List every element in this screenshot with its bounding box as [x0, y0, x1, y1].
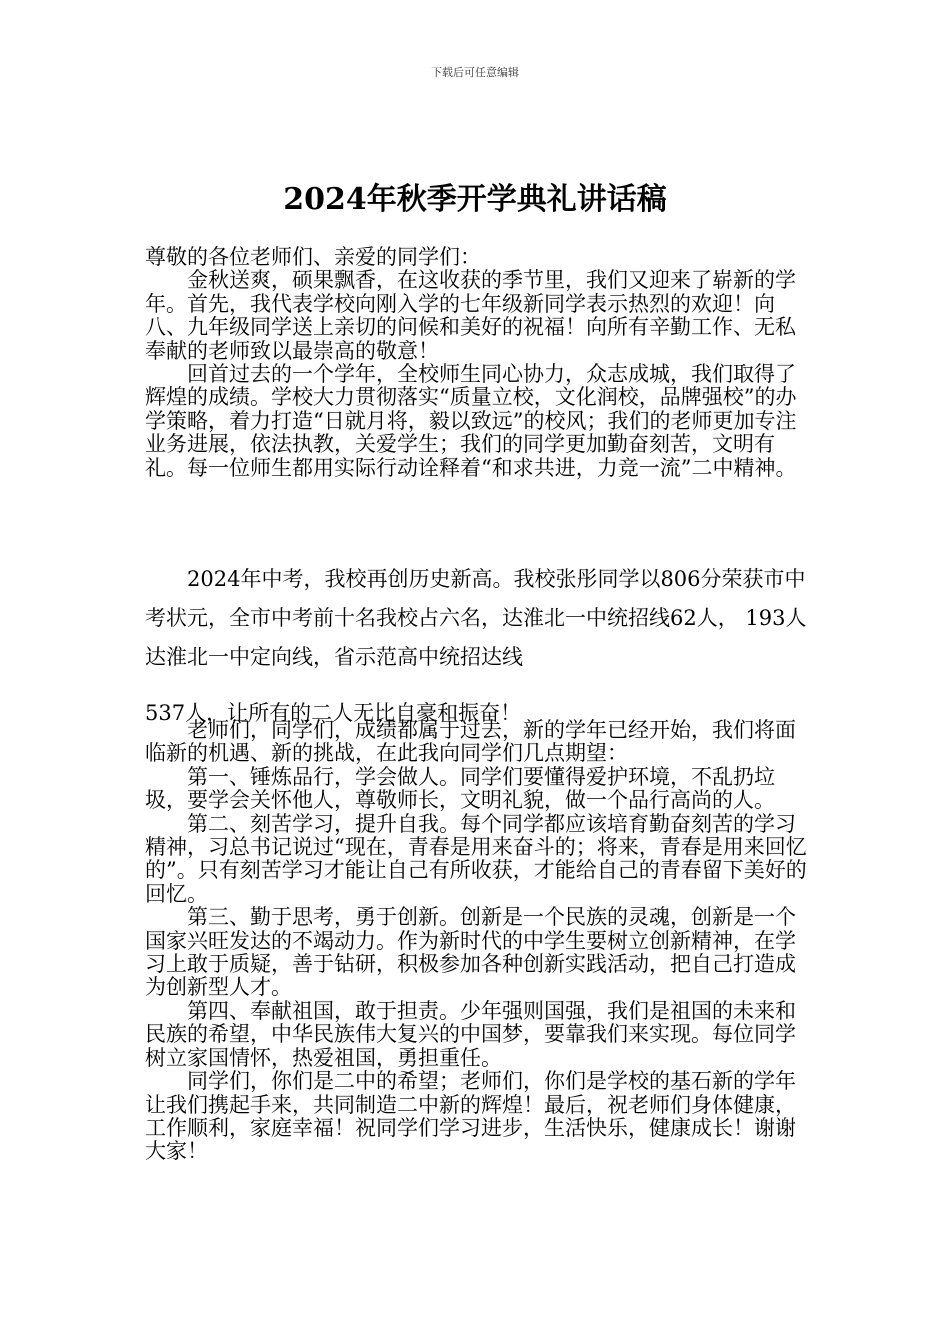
- paragraph-second-expectation: 第二、刻苦学习，提升自我。每个同学都应该培育勤奋刻苦的学习精神，习总书记说过“现在，青春是用来奋斗的；将来，青春是用来回忆的”。只有刻苦学习才能让自己有所收获，才能给自己的青春留下美好的回忆。: [145, 811, 807, 906]
- paragraph-exam-results-last-line: 537人，让所有的二人无比自豪和振奋！: [145, 701, 522, 725]
- paragraph-exam-results: 2024年中考，我校再创历史新高。我校张彤同学以806分荣获市中考状元，全市中考前十名我校占六名，达淮北一中统招线62人， 193人达淮北一中定向线，省示范高中统招达线: [145, 567, 807, 669]
- speech-opening-section: [145, 246, 815, 480]
- paragraph-third-expectation: 第三、勤于思考，勇于创新。创新是一个民族的灵魂，创新是一个国家兴旺发达的不竭动力。作为新时代的中学生要树立创新精神，在学习上敢于质疑，善于钻研，积极参加各种创新实践活动，把自己打造成为创新型人才。: [145, 905, 796, 1000]
- paragraph-closing: 同学们，你们是二中的希望；老师们，你们是学校的基石新的学年让我们携起手来，共同制造二中新的辉煌！最后，祝老师们身体健康，工作顺利，家庭幸福！祝同学们学习进步，生活快乐，健康成长！谢谢大家！: [145, 1069, 796, 1164]
- speech-expectations-section: [145, 719, 815, 1164]
- document-title: 2024年秋季开学典礼讲话稿: [283, 182, 667, 217]
- paragraph-welcome: 金秋送爽，硕果飘香，在这收获的季节里，我们又迎来了崭新的学年。首先，我代表学校向刚入学的七年级新同学表示热烈的欢迎！向八、九年级同学送上亲切的问候和美好的祝福！向所有辛勤工作、无私奉献的老师致以最崇高的敬意！: [145, 268, 796, 363]
- page-header-note: 下载后可任意编辑: [431, 66, 519, 79]
- paragraph-first-expectation: 第一、锤炼品行，学会做人。同学们要懂得爱护环境，不乱扔垃圾，要学会关怀他人，尊敬师长，文明礼貌，做一个品行高尚的人。: [145, 764, 775, 813]
- paragraph-review: 回首过去的一个学年，全校师生同心协力，众志成城，我们取得了辉煌的成绩。学校大力贯彻落实“质量立校，文化润校，品牌强校”的办学策略，着力打造“日就月将，毅以致远”的校风；我们的老师更加专注业务进展，依法执教，关爱学生；我们的同学更加勤奋刻苦，文明有礼。每一位师生都用实际行动诠释着“和求共进，力竞一流”二中精神。: [145, 362, 797, 480]
- paragraph-fourth-expectation: 第四、奉献祖国，敢于担责。少年强则国强，我们是祖国的未来和民族的希望，中华民族伟大复兴的中国梦，要靠我们来实现。每位同学树立家国情怀，热爱祖国，勇担重任。: [145, 998, 796, 1070]
- exam-results-section: [145, 560, 815, 733]
- paragraph-expectations-intro: 老师们，同学们，成绩都属于过去，新的学年已经开始，我们将面临新的机遇、新的挑战，在此我向同学们几点期望：: [145, 718, 796, 766]
- salutation: 尊敬的各位老师们、亲爱的同学们：: [145, 245, 481, 269]
